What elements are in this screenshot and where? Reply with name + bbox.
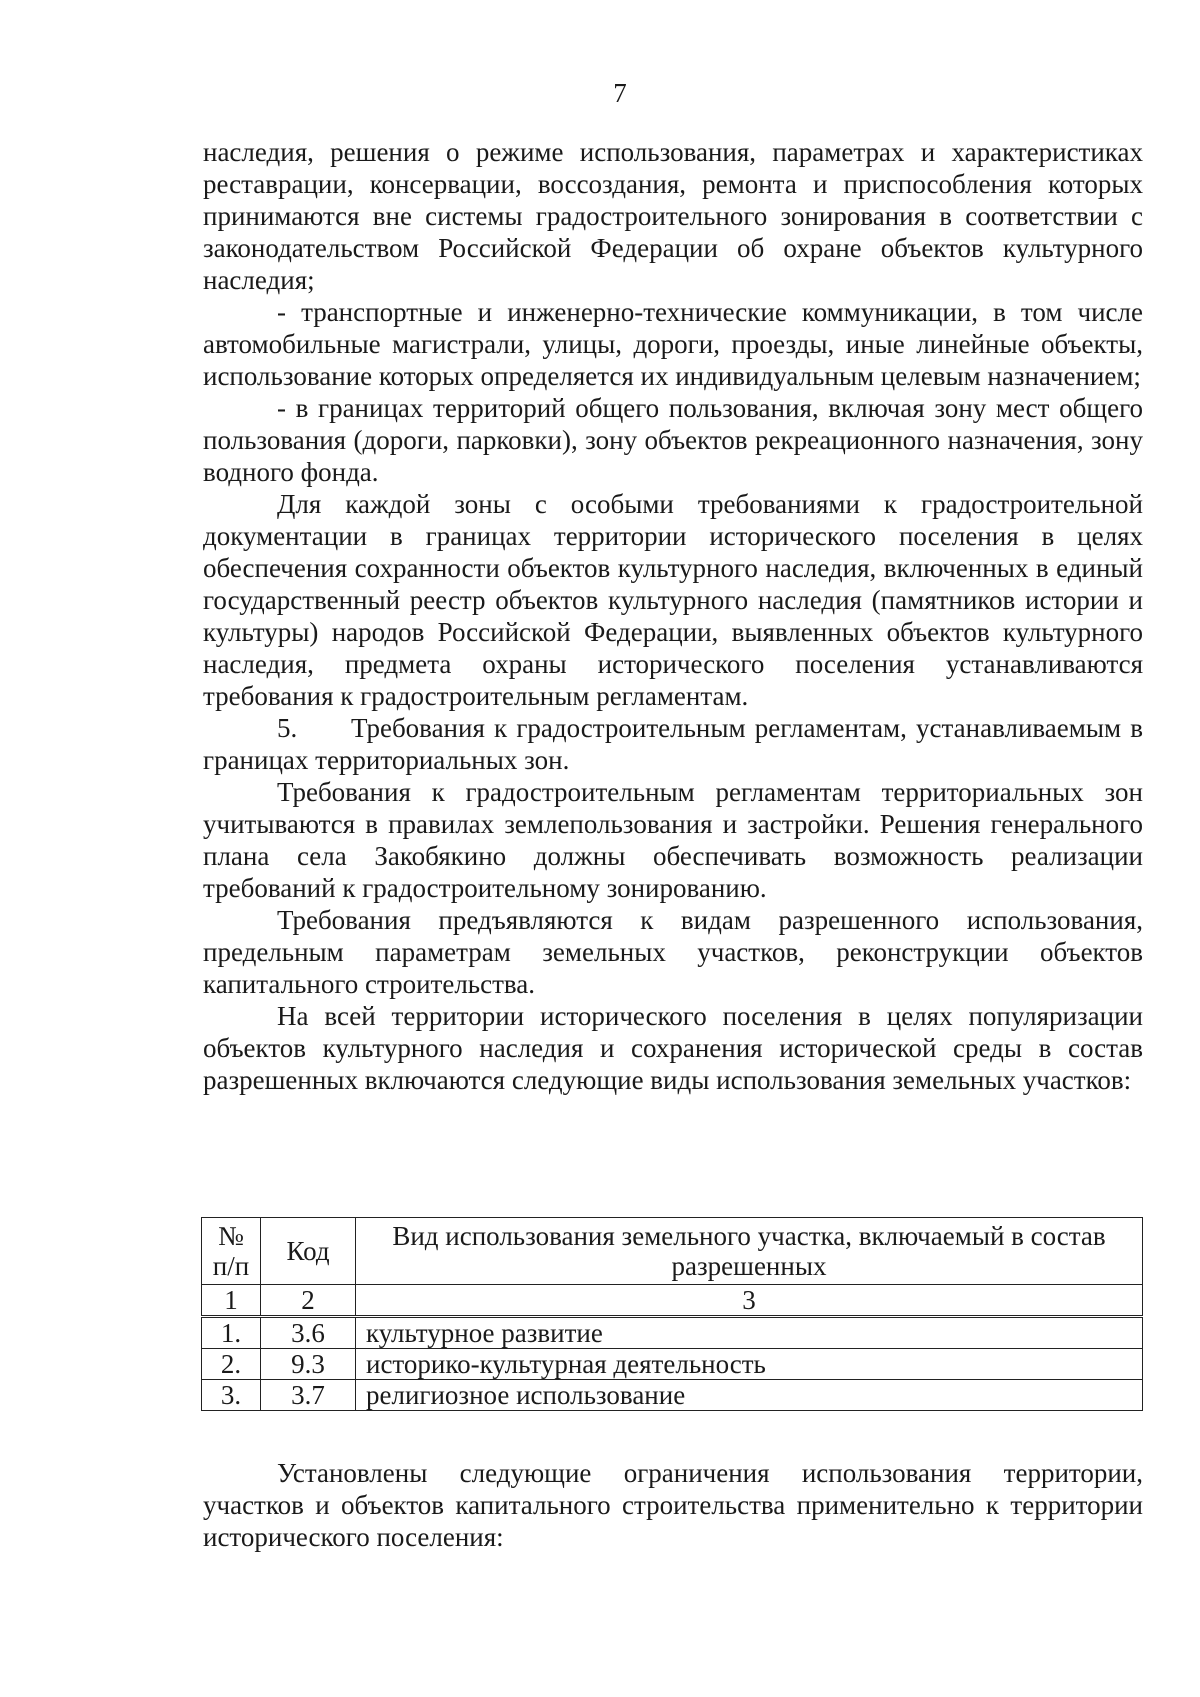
- paragraph-number: 5.: [277, 713, 298, 743]
- table-column-number-row: [202, 1285, 1143, 1317]
- body-text: [203, 136, 1143, 1096]
- column-number: 3: [356, 1285, 1143, 1317]
- paragraph-transport: - транспортные и инженерно-технические коммуникации, в том числе автомобильные магистрали, улицы, дороги, проезды, иные линейные объекты, использование которых определяется их индивидуальным целевым назначением;: [203, 297, 1143, 391]
- table-row: [202, 1349, 1143, 1380]
- row-num: 2.: [202, 1349, 261, 1380]
- row-num: 1.: [202, 1317, 261, 1349]
- row-code: 3.7: [261, 1380, 356, 1411]
- page-number: 7: [613, 78, 627, 108]
- paragraph-regulations: Требования к градостроительным регламентам территориальных зон учитываются в правилах землепользования и застройки. Решения генерального плана села Закобякино должны обеспечивать возможность реализации требований к градостроительному зонированию.: [203, 777, 1143, 903]
- row-name: культурное развитие: [356, 1317, 1143, 1349]
- header-num: № п/п: [202, 1218, 261, 1285]
- paragraph-continuation: наследия, решения о режиме использования, параметрах и характеристиках реставрации, консервации, воссоздания, ремонта и приспособления которых принимаются вне системы градостроительного зонирования в соответствии с законодательством Российской Федерации об охране объектов культурного наследия;: [203, 137, 1143, 295]
- header-code: Код: [261, 1218, 356, 1285]
- table-header-row: [202, 1218, 1143, 1285]
- paragraph-public-areas: - в границах территорий общего пользования, включая зону мест общего пользования (дороги, парковки), зону объектов рекреационного назначения, зону водного фонда.: [203, 393, 1143, 487]
- column-number: 1: [202, 1285, 261, 1317]
- numbered-paragraph-5: [203, 712, 1143, 776]
- numbered-paragraph-text: Требования к градостроительным регламентам, устанавливаемым в границах территориальных зон.: [203, 713, 1143, 775]
- paragraph-requirements: Требования предъявляются к видам разрешенного использования, предельным параметрам земельных участков, реконструкции объектов капитального строительства.: [203, 905, 1143, 999]
- column-number: 2: [261, 1285, 356, 1317]
- paragraph-permitted-uses: На всей территории исторического поселения в целях популяризации объектов культурного наследия и сохранения исторической среды в состав разрешенных включаются следующие виды использования земельных участков:: [203, 1001, 1143, 1095]
- row-name: религиозное использование: [356, 1380, 1143, 1411]
- table-row: [202, 1380, 1143, 1411]
- row-code: 9.3: [261, 1349, 356, 1380]
- row-name: историко-культурная деятельность: [356, 1349, 1143, 1380]
- paragraph-restrictions: Установлены следующие ограничения использования территории, участков и объектов капитального строительства применительно к территории исторического поселения:: [203, 1458, 1143, 1552]
- header-name: Вид использования земельного участка, включаемый в состав разрешенных: [356, 1218, 1143, 1285]
- row-num: 3.: [202, 1380, 261, 1411]
- row-code: 3.6: [261, 1317, 356, 1349]
- closing-text: [203, 1457, 1143, 1553]
- table-row: [202, 1317, 1143, 1349]
- paragraph-zone-requirements: Для каждой зоны с особыми требованиями к градостроительной документации в границах территории исторического поселения в целях обеспечения сохранности объектов культурного наследия, включенных в единый государственный реестр объектов культурного наследия (памятников истории и культуры) народов Российской Федерации, выявленных объектов культурного наследия, предмета охраны исторического поселения устанавливаются требования к градостроительным регламентам.: [203, 489, 1143, 711]
- permitted-uses-table: [201, 1217, 1143, 1411]
